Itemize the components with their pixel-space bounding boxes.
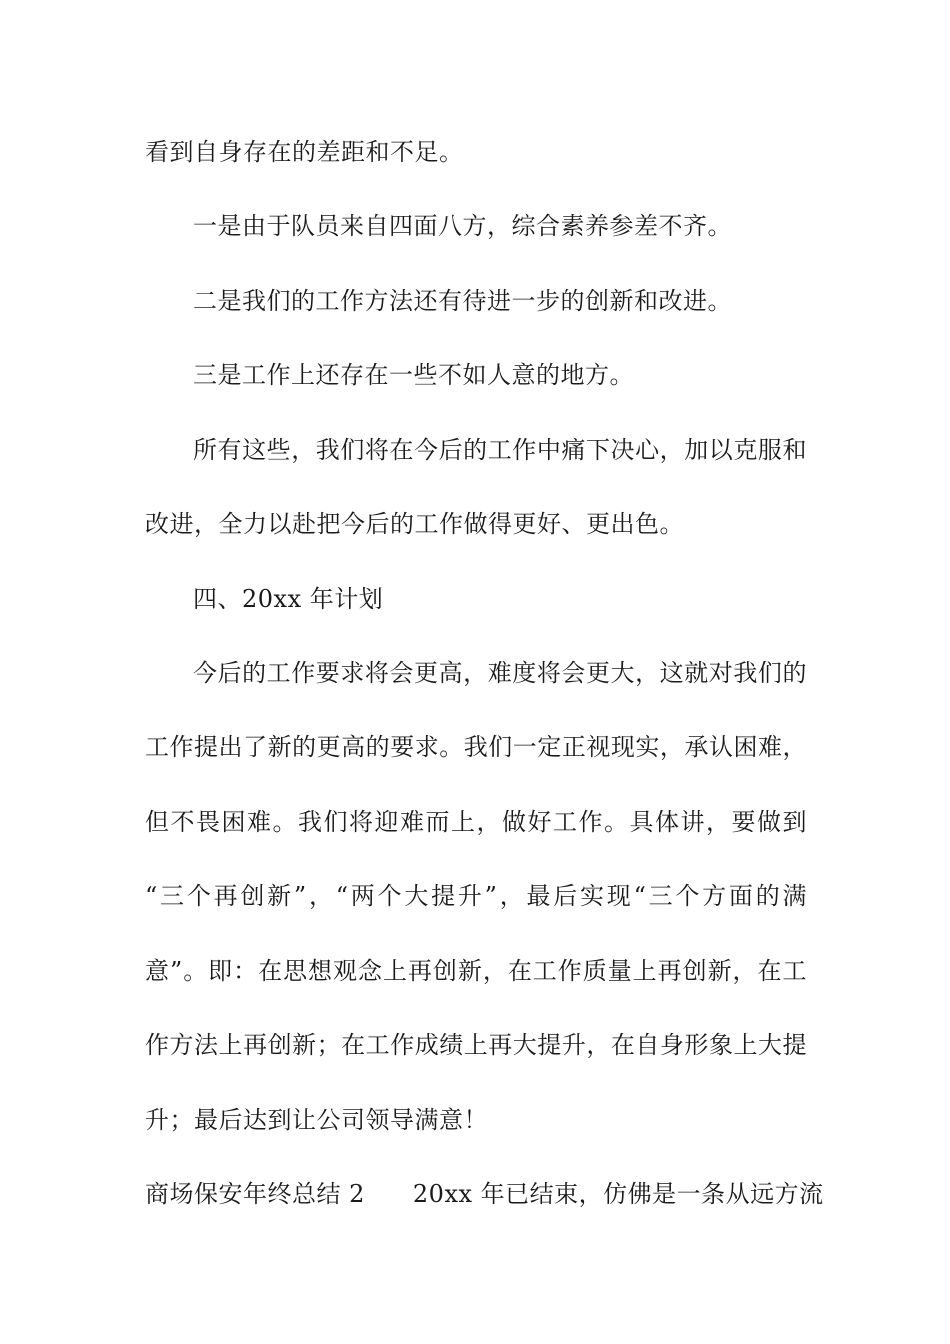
paragraph-text: 20xx 年已结束，仿佛是一条从远方流 — [412, 1180, 824, 1208]
paragraph-line: 看到自身存在的差距和不足。 — [145, 138, 464, 166]
paragraph-line: “三个再创新”，“两个大提升”，最后实现“三个方面的满 — [145, 882, 807, 910]
paragraph-line: 今后的工作要求将会更高，难度将会更大，这就对我们的 — [193, 659, 807, 687]
paragraph-line: 工作提出了新的更高的要求。我们一定正视现实，承认困难， — [145, 733, 807, 761]
paragraph-line: 但不畏困难。我们将迎难而上，做好工作。具体讲，要做到 — [145, 808, 807, 836]
section-title: 商场保安年终总结 2 — [145, 1180, 365, 1208]
section-heading: 四、20xx 年计划 — [193, 585, 384, 613]
paragraph-line: 作方法上再创新；在工作成绩上再大提升，在自身形象上大提 — [145, 1031, 807, 1059]
paragraph-line: 一是由于队员来自四面八方，综合素养参差不齐。 — [193, 212, 732, 240]
paragraph-line: 升；最后达到让公司领导满意！ — [145, 1106, 488, 1134]
paragraph-line: 所有这些，我们将在今后的工作中痛下决心，加以克服和 — [193, 436, 807, 464]
paragraph-line: 二是我们的工作方法还有待进一步的创新和改进。 — [193, 287, 732, 315]
paragraph-line: 意”。即：在思想观念上再创新，在工作质量上再创新，在工 — [145, 957, 807, 985]
paragraph-line: 改进，全力以赴把今后的工作做得更好、更出色。 — [145, 510, 684, 538]
paragraph-line — [145, 1178, 824, 1210]
paragraph-line: 三是工作上还存在一些不如人意的地方。 — [193, 361, 634, 389]
